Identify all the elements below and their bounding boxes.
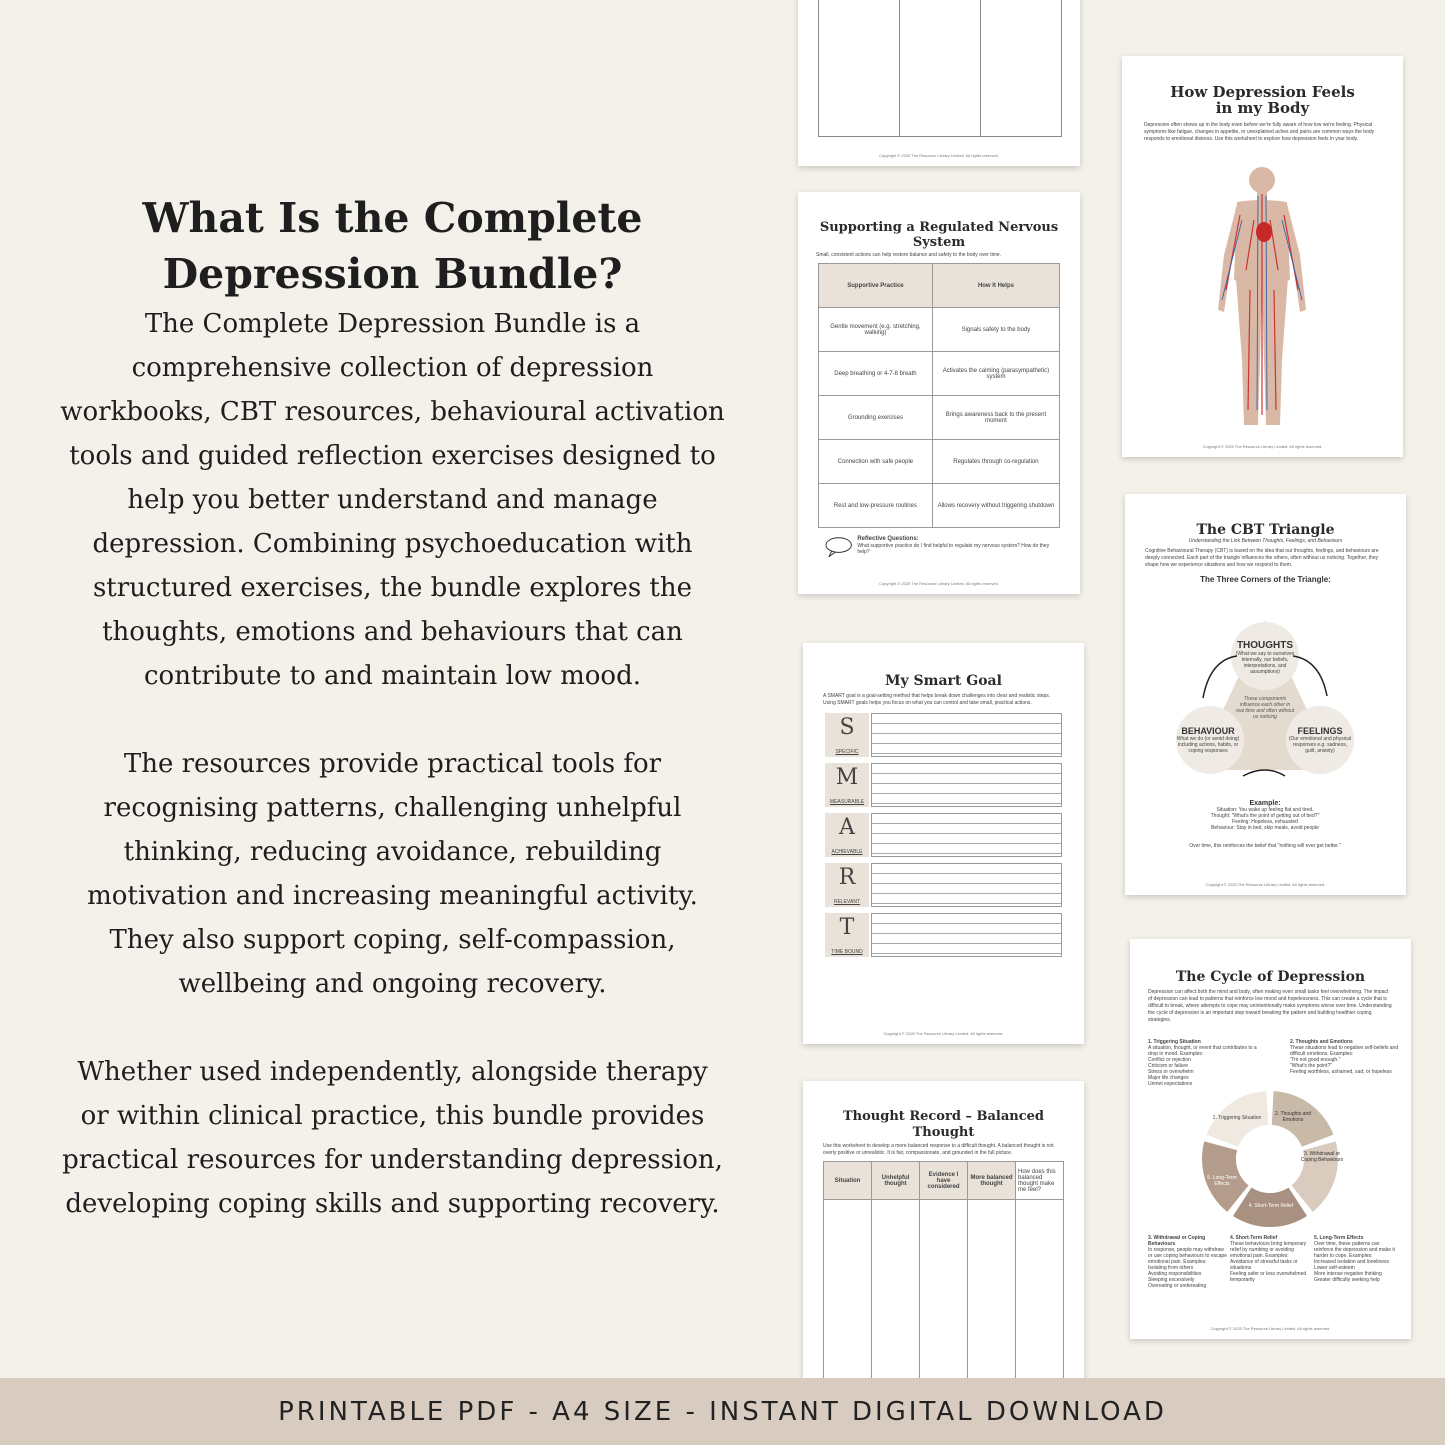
feelings-label: FEELINGS	[1297, 726, 1343, 736]
smart-row-measurable	[825, 763, 1062, 807]
table-row	[819, 352, 1060, 396]
intro-section	[60, 190, 725, 1226]
worksheet-intro: Use this worksheet to develop a more balanced response to a difficult thought. A balanced thought is not overly positive or unrealistic. It is fair, compassionate, and grounded in the full picture.	[823, 1143, 1054, 1156]
thoughts-label: THOUGHTS	[1236, 640, 1294, 651]
reflective-title: Reflective Questions:	[857, 536, 919, 542]
table-row	[819, 440, 1060, 484]
table-row	[819, 396, 1060, 440]
table-cell: Deep breathing or 4-7-8 breath	[819, 352, 933, 396]
table-row	[819, 484, 1060, 528]
list-item: Avoiding responsibilities	[1148, 1271, 1202, 1277]
stage-text: A situation, thought, or event that contributes to a drop in mood. Examples:	[1148, 1045, 1257, 1057]
list-item: Conflict or rejection	[1148, 1057, 1191, 1063]
table-cell[interactable]	[824, 1200, 872, 1400]
example-line: Situation: You wake up feeling flat and tired.	[1216, 807, 1314, 813]
smart-row-time-bound	[825, 913, 1062, 957]
stage-text: These situations lead to negative self-beliefs and difficult emotions. Examples:	[1290, 1045, 1399, 1057]
copyright-text: Copyright © 2025 The Resource Library Limited. All rights reserved.	[883, 1031, 1004, 1036]
writing-lines[interactable]	[871, 763, 1062, 807]
list-item: Isolating from others	[1148, 1265, 1194, 1271]
list-item: Major life changes	[1148, 1075, 1189, 1081]
writing-lines[interactable]	[871, 713, 1062, 757]
example-line: Feeling: Hopeless, exhausted	[1232, 819, 1298, 825]
footer-text: PRINTABLE PDF - A4 SIZE - INSTANT DIGITAL DOWNLOAD	[278, 1396, 1167, 1427]
corners-title: The Three Corners of the Triangle:	[1200, 575, 1331, 584]
stage-text: Over time, these patterns can reinforce the depression and make it harder to cope. Examples:	[1314, 1241, 1395, 1259]
thought-record-table	[823, 1161, 1064, 1400]
segment-label: 4. Short-Term Relief	[1248, 1203, 1294, 1209]
list-item: Greater difficulty seeking help	[1314, 1277, 1380, 1283]
table-header: Supportive Practice	[819, 264, 933, 308]
table-cell: Allows recovery without triggering shutdown	[932, 484, 1059, 528]
triangle-center-text: These components influence each other in real time and often without us noticing	[1235, 696, 1295, 720]
example-line: Behaviour: Stay in bed, skip meals, avoid people	[1211, 825, 1319, 831]
smart-row-relevant	[825, 863, 1062, 907]
worksheet-title: How Depression Feels in my Body	[1170, 83, 1355, 117]
list-item: Feeling safer or less overwhelmed temporarily	[1230, 1271, 1307, 1283]
example-line: Thought: "What's the point of getting out of bed?"	[1210, 813, 1320, 819]
copyright-text: Copyright © 2025 The Resource Library Limited. All rights reserved.	[879, 153, 999, 158]
list-item: Stress or overwhelm	[1148, 1069, 1194, 1075]
smart-word: SPECIFIC	[835, 749, 859, 755]
intro-paragraph-2: The resources provide practical tools for recognising patterns, challenging unhelpful thinking, reducing avoidance, rebuilding motivation and increasing meaningful activity. They also support coping, self-compassion, wellbeing and ongoing recovery.	[87, 749, 698, 999]
list-item: "I'm not good enough."	[1290, 1057, 1341, 1063]
intro-paragraph-3: Whether used independently, alongside therapy or within clinical practice, this bundle provides practical resources for understanding depression, developing coping skills and supporting recovery.	[62, 1057, 723, 1219]
list-item: Unmet expectations	[1148, 1081, 1193, 1087]
reflective-text: What supportive practice do I find helpful to regulate my nervous system? How do they help?	[857, 543, 1050, 555]
table-row	[819, 308, 1060, 352]
table-cell[interactable]	[968, 1200, 1016, 1400]
human-body-illustration	[1202, 160, 1322, 432]
stage-text: In response, people may withdraw or use coping behaviours to escape emotional pain. Examples:	[1148, 1247, 1227, 1265]
smart-letter: A	[839, 815, 855, 840]
table-header: Situation	[824, 1162, 872, 1200]
copyright-text: Copyright © 2025 The Resource Library Limited. All rights reserved.	[1202, 444, 1323, 449]
table-cell: Activates the calming (parasympathetic) system	[932, 352, 1059, 396]
smart-letter: S	[839, 715, 855, 740]
table-cell: Grounding exercises	[819, 396, 933, 440]
worksheet-cbt-triangle	[1125, 494, 1406, 895]
footer-banner	[0, 1378, 1445, 1445]
list-item: Criticism or failure	[1148, 1063, 1189, 1069]
table-header: Evidence I have considered	[920, 1162, 968, 1200]
worksheet-subtitle: Understanding the Link Between Thoughts, Feelings, and Behaviours	[1188, 538, 1343, 544]
table-row	[824, 1200, 1064, 1400]
stage-title: 3. Withdrawal or Coping Behaviours	[1148, 1235, 1206, 1247]
worksheet-nervous-system	[798, 192, 1080, 594]
table-header: How It Helps	[932, 264, 1059, 308]
worksheet-title: Thought Record – Balanced Thought	[843, 1109, 1044, 1140]
worksheet-subtitle: Small, consistent actions can help restore balance and safety to the body over time.	[816, 252, 1002, 258]
table-cell[interactable]	[1016, 1200, 1064, 1400]
table-header: More balanced thought	[968, 1162, 1016, 1200]
worksheet-intro: Depression often shows up in the body even before we're fully aware of how low we're feeling. Physical symptoms like fatigue, changes in appetite, or unexplained aches and pains are common ways the body responds to emotional distress. Use this worksheet to explore how depression feels in your body.	[1144, 122, 1375, 142]
smart-letter: M	[835, 765, 859, 790]
worksheet-intro: Depression can affect both the mind and body, often making even small tasks feel overwhelming. The impact of depression can lead to patterns that reinforce low mood and hopelessness. This can create a cycle that is difficult to break, where attempts to cope may unintentionally make symptoms worse over time. Understanding the cycle of depression is an important step toward breaking the pattern and building healthier coping strategies.	[1148, 989, 1392, 1023]
smart-row-achievable	[825, 813, 1062, 857]
example-title: Example:	[1249, 800, 1281, 807]
worksheet-smart-goal	[803, 643, 1084, 1044]
list-item: "What's the point?"	[1290, 1063, 1333, 1069]
behaviour-label: BEHAVIOUR	[1181, 726, 1235, 736]
table-cell: Signals safety to the body	[932, 308, 1059, 352]
copyright-text: Copyright © 2025 The Resource Library Limited. All rights reserved.	[1205, 882, 1326, 887]
list-item: Increased isolation and loneliness	[1314, 1259, 1390, 1265]
smart-word: MEASURABLE	[829, 799, 865, 805]
stage-title: 4. Short-Term Relief	[1230, 1235, 1278, 1241]
segment-label: 2. Thoughts and Emotions	[1274, 1111, 1312, 1123]
smart-letter: R	[838, 865, 856, 890]
thoughts-desc: (What we say to ourselves internally, our beliefs, interpretations, and assumptions)	[1235, 651, 1295, 675]
worksheet-thought-record	[803, 1081, 1084, 1401]
copyright-text: Copyright © 2025 The Resource Library Limited. All rights reserved.	[879, 581, 999, 586]
copyright-text: Copyright © 2025 The Resource Library Limited. All rights reserved.	[1210, 1326, 1331, 1331]
worksheet-title: The CBT Triangle	[1196, 522, 1335, 538]
table-cell[interactable]	[920, 1200, 968, 1400]
closing-text: Over time, this reinforces the belief that "nothing will ever get better."	[1189, 843, 1341, 849]
stage-title: 2. Thoughts and Emotions	[1290, 1039, 1353, 1045]
table-header: Unhelpful thought	[872, 1162, 920, 1200]
worksheet-intro: Cognitive Behavioural Therapy (CBT) is based on the idea that our thoughts, feelings, and behaviours are deeply connected. Each part of the triangle influences the others, often without us noticing. Together, they shape how we experience situations and how we respond to them.	[1145, 548, 1379, 568]
feelings-desc: (Our emotional and physical responses e.g. sadness, guilt, anxiety)	[1288, 736, 1352, 754]
list-item: Lower self-esteem	[1314, 1265, 1355, 1271]
stage-text: These behaviours bring temporary relief by numbing or avoiding emotional pain. Examples:	[1230, 1241, 1307, 1259]
list-item: Sleeping excessively	[1148, 1277, 1195, 1283]
page-heading: What Is the Complete Depression Bundle?	[142, 194, 643, 298]
table-cell: Regulates through co-regulation	[932, 440, 1059, 484]
smart-word: RELEVANT	[833, 899, 861, 905]
table-cell: Brings awareness back to the present moment	[932, 396, 1059, 440]
worksheet-title: Supporting a Regulated Nervous System	[819, 220, 1059, 250]
writing-lines[interactable]	[871, 813, 1062, 857]
worksheet-cycle-of-depression	[1130, 939, 1411, 1339]
list-item: Avoidance of stressful tasks or situations	[1230, 1259, 1298, 1271]
list-item: Feeling worthless, ashamed, sad, or hopeless	[1290, 1069, 1392, 1075]
table-cell[interactable]	[872, 1200, 920, 1400]
smart-word: ACHIEVABLE	[831, 849, 863, 855]
stage-title: 1. Triggering Situation	[1148, 1039, 1201, 1045]
list-item: More intense negative thinking	[1314, 1271, 1382, 1277]
list-item: Overeating or undereating	[1148, 1283, 1207, 1289]
segment-label: 3. Withdrawal or Coping Behaviours	[1300, 1151, 1344, 1163]
worksheet-preview-top	[798, 0, 1080, 166]
worksheet-title: My Smart Goal	[885, 673, 1002, 689]
smart-word: TIME BOUND	[831, 949, 863, 955]
worksheet-intro: A SMART goal is a goal-setting method that helps break down challenges into clear and realistic steps. Using SMART goals helps you focus on what you can control and take small, practical actions.	[823, 693, 1051, 706]
speech-bubble-icon	[824, 536, 853, 558]
writing-lines[interactable]	[871, 863, 1062, 907]
stage-title: 5. Long-Term Effects	[1314, 1235, 1364, 1241]
practice-table	[818, 263, 1060, 528]
worksheet-body	[1122, 56, 1403, 457]
table-cell: Rest and low-pressure routines	[819, 484, 933, 528]
intro-paragraph-1: The Complete Depression Bundle is a comprehensive collection of depression workbooks, CBT resources, behavioural activation tools and guided reflection exercises designed to help you better understand and manage depression. Combining psychoeducation with structured exercises, the bundle explores the thoughts, emotions and behaviours that can contribute to and maintain low mood.	[60, 309, 725, 691]
table-header: How does this balanced thought make me feel?	[1016, 1162, 1064, 1200]
behaviour-desc: What we do (or avoid doing) including actions, habits, or coping responses	[1176, 736, 1240, 754]
writing-lines[interactable]	[871, 913, 1062, 957]
table-cell: Connection with safe people	[819, 440, 933, 484]
segment-label: 5. Long-Term Effects	[1207, 1175, 1237, 1187]
smart-row-specific	[825, 713, 1062, 757]
worksheet-title: The Cycle of Depression	[1175, 969, 1366, 985]
table-cell: Gentle movement (e.g. stretching, walking)	[819, 308, 933, 352]
segment-label: 1. Triggering Situation	[1212, 1115, 1262, 1121]
smart-letter: T	[839, 915, 855, 940]
